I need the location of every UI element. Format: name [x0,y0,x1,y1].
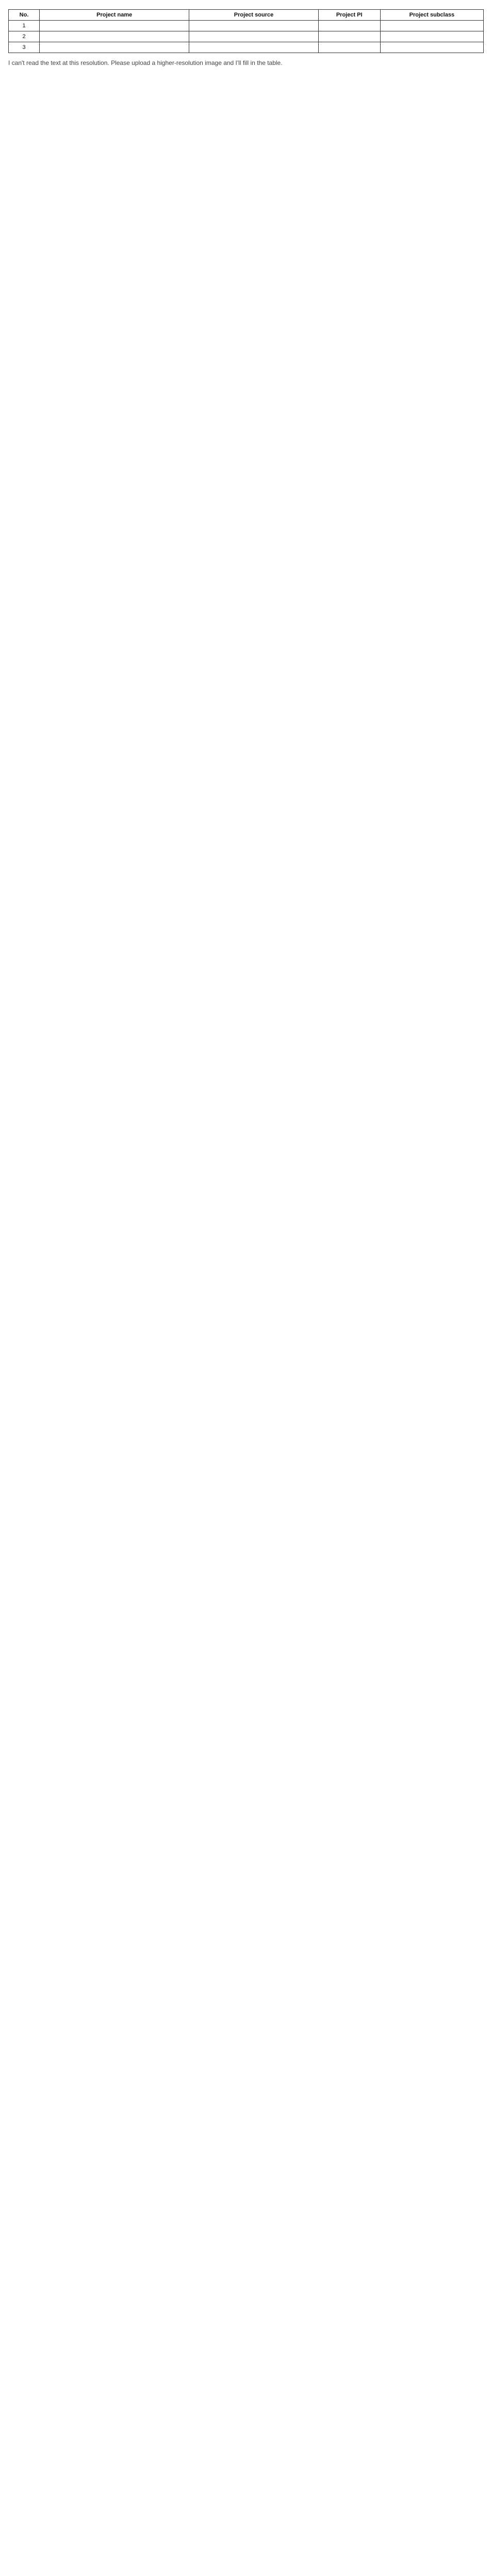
cell-project-source [189,42,318,53]
header-project-source: Project source [189,10,318,21]
cell-project-pi [318,31,380,42]
page [0,0,492,72]
header-project-pi: Project PI [318,10,380,21]
table-row [9,21,484,31]
cell-project-source [189,31,318,42]
cell-project-subclass [380,21,483,31]
cell-project-name [40,31,189,42]
header-project-name: Project name [40,10,189,21]
cell-no: 3 [9,42,40,53]
table-header-row [9,10,484,21]
cell-no: 1 [9,21,40,31]
resolution-note: I can't read the text at this resolution. Please upload a higher-resolution image and I'll fill in the table. [8,59,283,66]
cell-project-source [189,21,318,31]
projects-table [8,9,484,53]
cell-project-name [40,21,189,31]
table-row [9,31,484,42]
cell-no: 2 [9,31,40,42]
table-row [9,42,484,53]
cell-project-subclass [380,42,483,53]
cell-project-pi [318,21,380,31]
header-project-subclass: Project subclass [380,10,483,21]
cell-project-subclass [380,31,483,42]
cell-project-pi [318,42,380,53]
header-no: No. [9,10,40,21]
cell-project-name [40,42,189,53]
